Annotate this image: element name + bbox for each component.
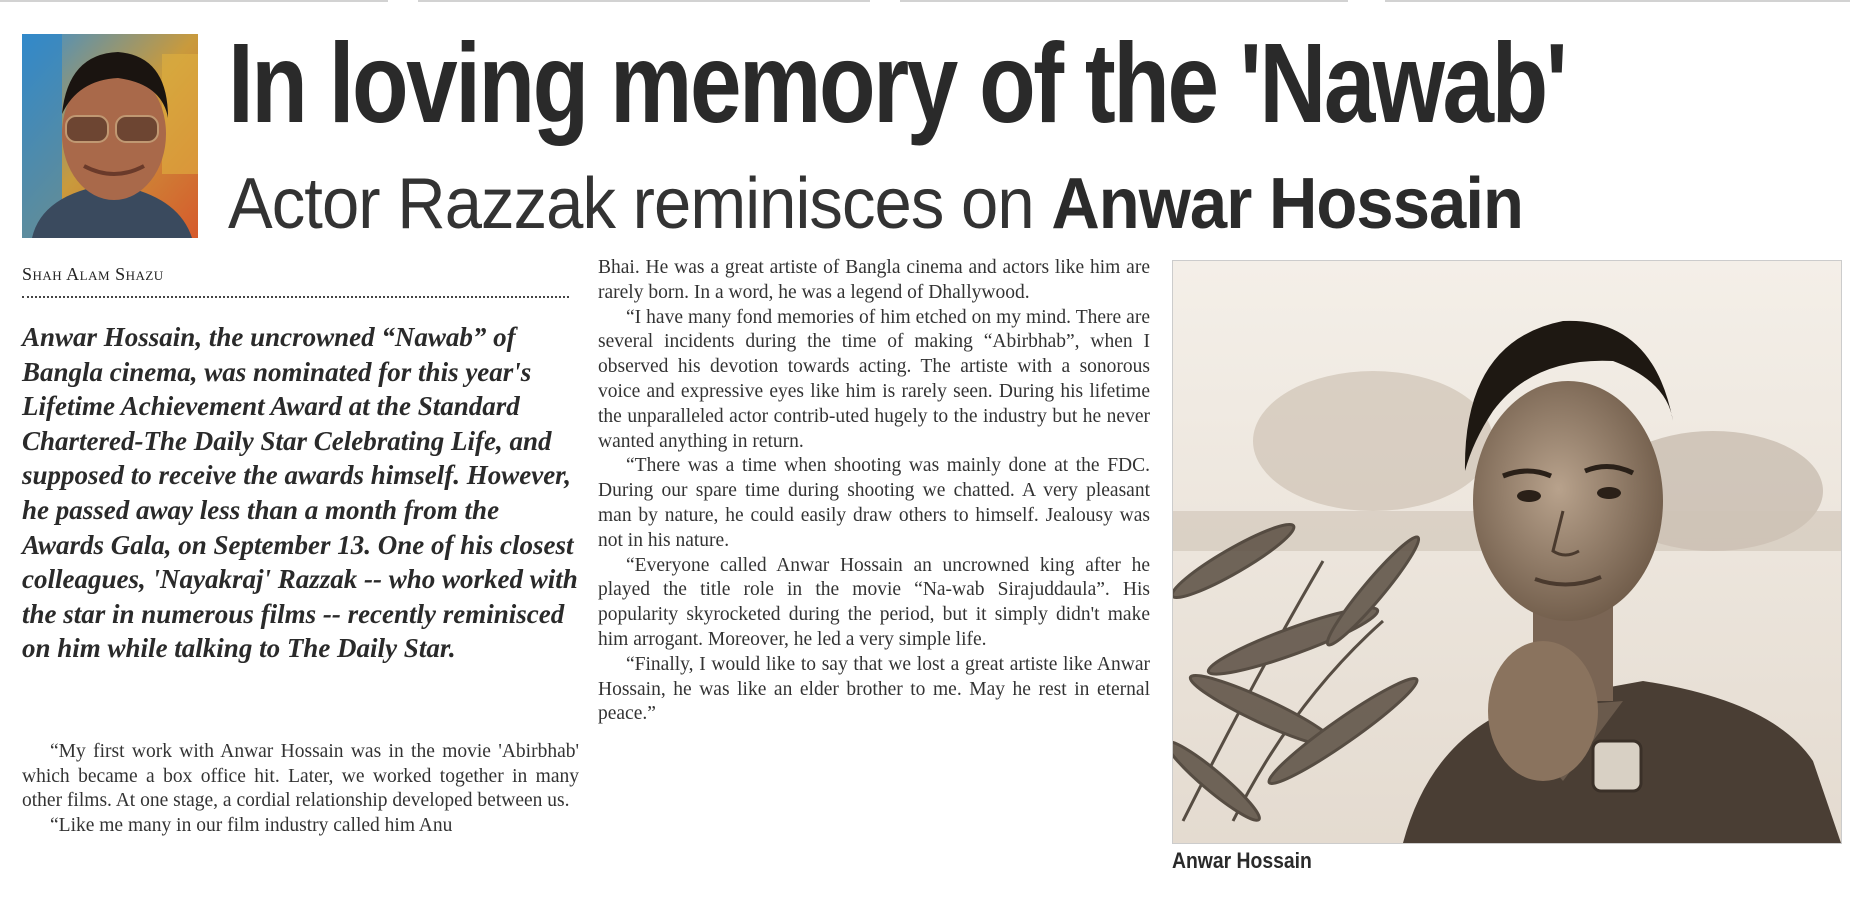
body-paragraph: “Like me many in our film industry called him Anu: [50, 815, 453, 837]
subhead-bold: Anwar Hossain: [1051, 164, 1523, 244]
photo-caption: Anwar Hossain: [1172, 848, 1312, 873]
anwar-hossain-photo: [1172, 260, 1842, 844]
dotted-divider: [22, 296, 569, 298]
body-paragraph: “I have many fond memories of him etched on my mind. There are several incidents during the time of making “Abirbhab”, when I observed his devotion towards acting. The artiste with a sonorous voice and expressive eyes like him is rarely seen. During his lifetime the unparalleled actor contrib-uted hugely to the industry but he never wanted anything in return.: [598, 306, 1150, 452]
body-paragraph: “Finally, I would like to say that we lost a great artiste like Anwar Hossain, he was like an elder brother to me. May he rest in eternal peace.”: [598, 653, 1150, 725]
intro-paragraph: Anwar Hossain, the uncrowned “Nawab” of Bangla cinema, was nominated for this year's Lifetime Achievement Award at the Standard Chartered-The Daily Star Celebrating Life, and supposed to receive the awards himself. However, he passed away less than a month from the Awards Gala, on September 13. One of his closest colleagues, 'Nayakraj' Razzak -- who worked with the star in numerous films -- recently reminisced on him while talking to The Daily Star.: [22, 322, 578, 664]
body-paragraph: “My first work with Anwar Hossain was in the movie 'Abirbhab' which became a box office hit. Later, we worked together in many other films. At one stage, a cordial relationship developed between us.: [22, 741, 579, 812]
body-paragraph: “Everyone called Anwar Hossain an uncrowned king after he played the title role in the movie “Na-wab Sirajuddaula”. His popularity skyrocketed during the period, but it simply didn't make him arrogant. Moreover, he led a very simple life.: [598, 554, 1150, 650]
subhead-plain: Actor Razzak reminisces on: [228, 164, 1052, 244]
headline: In loving memory of the 'Nawab': [228, 20, 1566, 146]
body-column-2: [598, 256, 1150, 727]
razzak-portrait: [22, 34, 198, 238]
body-paragraph: “There was a time when shooting was mainly done at the FDC. During our spare time during shooting we chatted. A very pleasant man by nature, he could easily draw others to himself. Jealousy was not in his nature.: [598, 455, 1150, 551]
top-rule: [0, 0, 1850, 3]
byline: Shah Alam Shazu: [22, 264, 164, 284]
body-column-1: [22, 740, 579, 839]
body-paragraph: Bhai. He was a great artiste of Bangla cinema and actors like him are rarely born. In a word, he was a legend of Dhallywood.: [598, 257, 1150, 303]
subheadline: [228, 162, 1523, 246]
